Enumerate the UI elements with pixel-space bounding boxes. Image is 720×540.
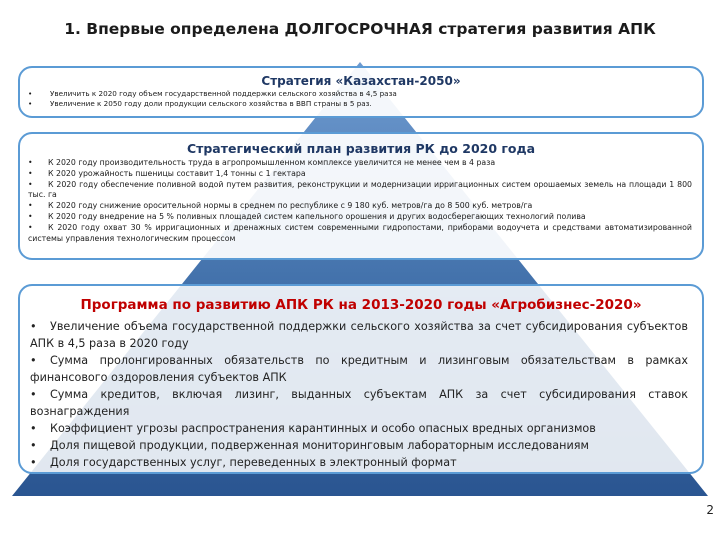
list-item: • К 2020 году производительность труда в агропромышленном комплексе увеличится не менее чем в 4 раза <box>28 158 496 167</box>
strategic-plan-list <box>20 158 702 244</box>
list-item: • Увеличение объема государственной поддержки сельского хозяйства за счет субсидирования субъектов АПК в 4,5 раза в 2020 году <box>30 320 688 350</box>
list-item: • Доля государственных услуг, переведенных в электронный формат <box>30 456 457 469</box>
list-item: • К 2020 урожайность пшеницы составит 1,4 тонны с 1 гектара <box>28 168 306 178</box>
strategic-plan-title: Стратегический план развития РК до 2020 года <box>186 141 536 156</box>
list-item: • Сумма пролонгированных обязательств по кредитным и лизинговым обязательствам в рамках финансового оздоровления субъектов АПК <box>30 354 688 384</box>
list-item: • К 2020 году обеспечение поливной водой путем развития, реконструкции и модернизации ирригационных систем орошаемых земель на площади 1 800 тыс. га <box>28 179 692 200</box>
page-number: 2 <box>706 503 714 517</box>
list-item: • К 2020 году снижение оросительной нормы в среднем по республике с 9 180 куб. метров/га до 8 500 куб. метров/га <box>28 201 533 211</box>
slide-title: 1. Впервые определена ДОЛГОСРОЧНАЯ стратегия развития АПК <box>64 20 656 38</box>
list-item: • Коэффициент угрозы распространения карантинных и особо опасных вредных организмов <box>30 422 596 435</box>
list-item: • Сумма кредитов, включая лизинг, выданных субъектам АПК за счет субсидирования ставок вознаграждения <box>30 388 688 418</box>
agrobusiness-program-title: Программа по развитию АПК РК на 2013-2020 годы «Агробизнес-2020» <box>80 297 642 313</box>
strategic-plan-box <box>18 132 704 260</box>
list-item: • К 2020 году охват 30 % ирригационных и дренажных систем современными гидропостами, приборами водоучета и средствами автоматизированной системы управления технологическим процессом <box>28 222 692 243</box>
list-item: • Доля пищевой продукции, подверженная мониторинговым лабораторным исследованиям <box>30 439 589 452</box>
list-item: • К 2020 году внедрение на 5 % поливных площадей систем капельного орошения и других водосберегающих технологий полива <box>28 211 586 221</box>
strategy-2050-title: Стратегия «Казахстан-2050» <box>261 74 461 88</box>
list-item: • Увеличение к 2050 году доли продукции сельского хозяйства в ВВП страны в 5 раз. <box>28 99 372 108</box>
strategy-2050-list <box>20 89 702 109</box>
agrobusiness-program-box <box>18 284 704 474</box>
list-item: • Увеличить к 2020 году объем государственной поддержки сельского хозяйства в 4,5 раза <box>28 89 397 98</box>
strategy-2050-box <box>18 66 704 118</box>
agrobusiness-program-list <box>20 318 702 471</box>
